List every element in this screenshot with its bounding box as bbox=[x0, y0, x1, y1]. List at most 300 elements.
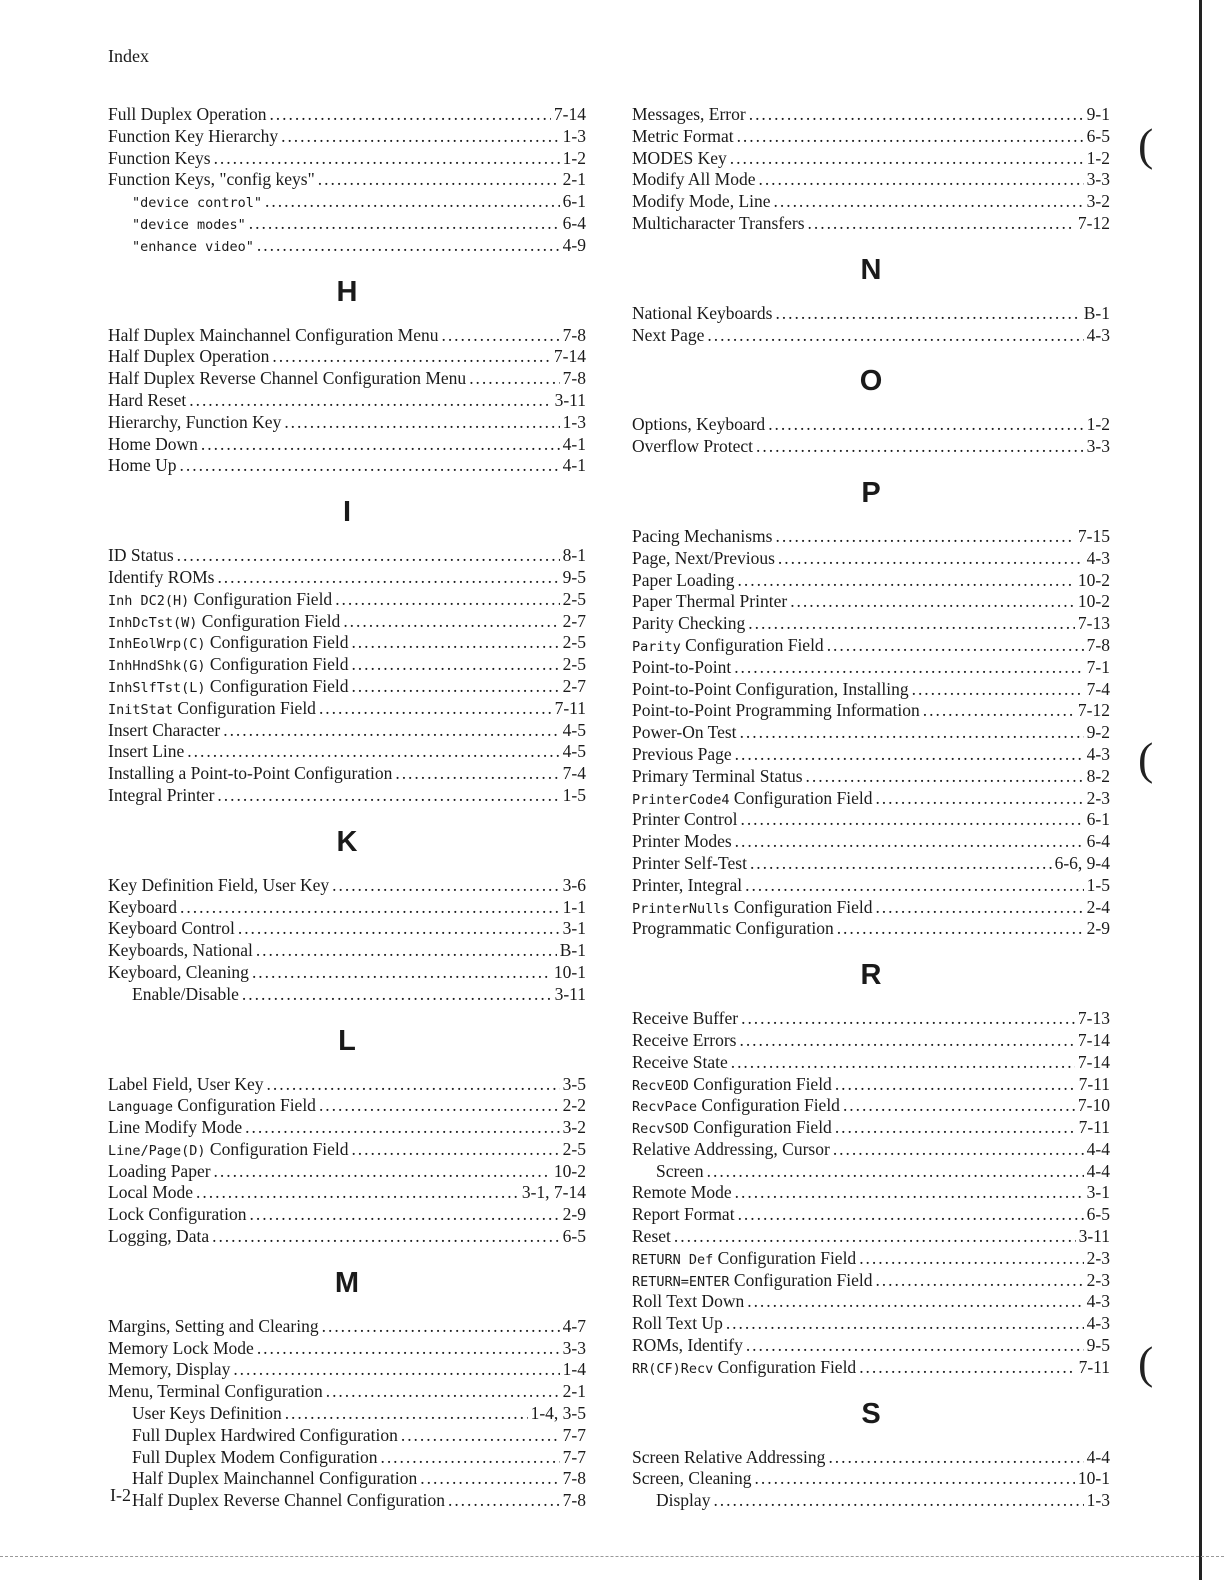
index-term-keyword: Roll Text Up bbox=[632, 1313, 723, 1334]
index-term-keyword: Insert Character bbox=[108, 719, 221, 740]
dot-leader bbox=[319, 1095, 560, 1117]
index-entry bbox=[108, 785, 586, 807]
dot-leader bbox=[738, 570, 1075, 592]
index-entry bbox=[108, 1204, 586, 1226]
index-entry bbox=[108, 962, 586, 984]
index-term-keyword: Point-to-Point bbox=[632, 656, 732, 677]
index-page-ref: 4-1 bbox=[562, 433, 586, 454]
dot-leader bbox=[808, 213, 1075, 235]
index-term-keyword: Full Duplex Modem Configuration bbox=[132, 1446, 378, 1467]
dot-leader bbox=[912, 679, 1084, 701]
index-term bbox=[632, 1313, 723, 1335]
dot-leader bbox=[335, 589, 559, 611]
index-term-keyword: Screen, Cleaning bbox=[632, 1468, 752, 1489]
index-page-ref: 7-7 bbox=[562, 1446, 586, 1467]
index-term-suffix: Configuration Field bbox=[713, 1247, 857, 1268]
index-entry bbox=[632, 744, 1110, 766]
index-page-ref: 2-1 bbox=[562, 1381, 586, 1402]
index-entry bbox=[108, 589, 586, 611]
index-page-ref: 2-7 bbox=[562, 675, 586, 696]
index-term bbox=[108, 875, 329, 897]
index-term bbox=[632, 722, 737, 744]
scan-edge-rule bbox=[1199, 0, 1202, 1580]
index-term-keyword: Memory, Display bbox=[108, 1359, 231, 1380]
index-entry bbox=[632, 766, 1110, 788]
index-term bbox=[632, 744, 732, 766]
index-term-keyword: PrinterNulls bbox=[632, 900, 730, 917]
index-page-ref: 2-3 bbox=[1086, 1247, 1110, 1268]
index-entry bbox=[108, 741, 586, 763]
index-term bbox=[632, 126, 734, 148]
index-term-keyword: Half Duplex Mainchannel Configuration bbox=[132, 1468, 418, 1489]
index-term-keyword: Modify Mode, Line bbox=[632, 191, 771, 212]
index-term-suffix: Configuration Field bbox=[729, 896, 873, 917]
index-term bbox=[632, 853, 747, 875]
index-term bbox=[632, 548, 775, 570]
index-page-ref: 9-2 bbox=[1086, 722, 1110, 743]
index-term-keyword: Report Format bbox=[632, 1204, 735, 1225]
index-page-ref: 6-1 bbox=[562, 191, 586, 212]
dot-leader bbox=[380, 1447, 559, 1469]
index-page-ref: 3-11 bbox=[554, 983, 586, 1004]
index-term-keyword: Half Duplex Operation bbox=[108, 346, 270, 367]
index-entry bbox=[632, 436, 1110, 458]
index-page-ref: 2-5 bbox=[562, 632, 586, 653]
index-term bbox=[632, 591, 787, 613]
index-entry bbox=[108, 434, 586, 456]
index-entry bbox=[632, 1270, 1110, 1292]
index-term bbox=[632, 570, 735, 592]
dot-leader bbox=[177, 545, 560, 567]
index-term-keyword: RR(CF)Recv bbox=[632, 1360, 714, 1377]
index-term-keyword: Logging, Data bbox=[108, 1226, 210, 1247]
index-term-keyword: Keyboard Control bbox=[108, 918, 235, 939]
index-entry bbox=[632, 1226, 1110, 1248]
dot-leader bbox=[214, 1161, 551, 1183]
index-page-ref: 10-1 bbox=[553, 961, 586, 982]
index-term-keyword: Inh DC2(H) bbox=[108, 592, 190, 609]
index-page-ref: 7-8 bbox=[1086, 634, 1110, 655]
index-term bbox=[108, 1074, 264, 1096]
index-term bbox=[108, 897, 177, 919]
index-page-ref: 3-1, 7-14 bbox=[521, 1182, 586, 1203]
index-term-keyword: Hierarchy, Function Key bbox=[108, 411, 282, 432]
index-page-ref: 7-14 bbox=[1077, 1029, 1110, 1050]
index-term bbox=[632, 1270, 872, 1294]
index-term bbox=[108, 1381, 323, 1403]
index-term-keyword: ID Status bbox=[108, 545, 174, 566]
dot-leader bbox=[351, 676, 559, 698]
index-term-keyword: National Keyboards bbox=[632, 302, 773, 323]
index-term-keyword: Home Down bbox=[108, 433, 198, 454]
index-term-keyword: Multicharacter Transfers bbox=[632, 212, 805, 233]
index-page-ref: 2-9 bbox=[562, 1204, 586, 1225]
index-page-ref: 2-7 bbox=[562, 610, 586, 631]
index-page-ref: 7-4 bbox=[562, 763, 586, 784]
index-entry bbox=[108, 720, 586, 742]
index-term bbox=[108, 654, 348, 678]
index-entry bbox=[108, 1403, 586, 1425]
index-term-keyword: Key Definition Field, User Key bbox=[108, 874, 330, 895]
index-term bbox=[632, 1468, 752, 1490]
index-page-ref: 7-11 bbox=[554, 697, 586, 718]
index-page-ref: 1-3 bbox=[562, 411, 586, 432]
dot-leader bbox=[748, 613, 1075, 635]
index-page-ref: 1-3 bbox=[1086, 1490, 1110, 1511]
index-term bbox=[108, 1338, 254, 1360]
index-entry bbox=[108, 1139, 586, 1161]
index-term bbox=[632, 191, 771, 213]
index-term bbox=[632, 436, 753, 458]
dot-leader bbox=[257, 1338, 560, 1360]
dot-leader bbox=[837, 918, 1084, 940]
index-term bbox=[132, 1490, 445, 1512]
dot-leader bbox=[223, 720, 559, 742]
index-term-suffix: Configuration Field bbox=[688, 1117, 832, 1138]
dot-leader bbox=[745, 875, 1084, 897]
index-term-keyword: Reset bbox=[632, 1226, 671, 1247]
index-term-keyword: Integral Printer bbox=[108, 784, 215, 805]
index-page-ref: 6-4 bbox=[562, 212, 586, 233]
dot-leader bbox=[806, 766, 1084, 788]
index-page-ref: 3-2 bbox=[562, 1117, 586, 1138]
index-page-ref: 4-4 bbox=[1086, 1138, 1110, 1159]
page-number: I-2 bbox=[110, 1485, 131, 1505]
index-page-ref: 4-3 bbox=[1086, 547, 1110, 568]
dot-leader bbox=[735, 831, 1084, 853]
index-entry bbox=[632, 1161, 1110, 1183]
index-term-suffix: Configuration Field bbox=[713, 1356, 857, 1377]
dot-leader bbox=[326, 1381, 560, 1403]
dot-leader bbox=[285, 1403, 528, 1425]
index-page-ref: 2-9 bbox=[1086, 918, 1110, 939]
index-term bbox=[108, 611, 340, 635]
index-page-ref: 7-10 bbox=[1077, 1095, 1110, 1116]
index-term-keyword: Programmatic Configuration bbox=[632, 918, 834, 939]
dot-leader bbox=[322, 1316, 560, 1338]
index-term bbox=[632, 1204, 735, 1226]
index-term-keyword: Remote Mode bbox=[632, 1182, 732, 1203]
margin-mark: ( bbox=[1138, 733, 1154, 784]
index-term bbox=[108, 346, 269, 368]
index-term-keyword: Menu, Terminal Configuration bbox=[108, 1381, 323, 1402]
dot-leader bbox=[245, 1117, 560, 1139]
index-page-ref: 7-1 bbox=[1086, 656, 1110, 677]
dot-leader bbox=[189, 390, 551, 412]
index-term bbox=[108, 126, 278, 148]
index-term-keyword: User Keys Definition bbox=[132, 1403, 282, 1424]
dot-leader bbox=[265, 191, 560, 213]
index-page-ref: 6-5 bbox=[1086, 125, 1110, 146]
index-term bbox=[632, 1030, 736, 1052]
index-term-keyword: Full Duplex Operation bbox=[108, 104, 267, 124]
index-term bbox=[108, 434, 198, 456]
dot-leader bbox=[343, 611, 559, 633]
index-term bbox=[632, 1226, 671, 1248]
dot-leader bbox=[737, 126, 1084, 148]
index-term-keyword: Margins, Setting and Clearing bbox=[108, 1315, 319, 1336]
index-term-suffix: Configuration Field bbox=[205, 654, 349, 675]
dot-leader bbox=[775, 303, 1080, 325]
dot-leader bbox=[726, 1313, 1084, 1335]
index-term-keyword: InhHndShk(G) bbox=[108, 658, 206, 675]
index-page-ref: 8-1 bbox=[562, 545, 586, 566]
index-page-ref: 7-4 bbox=[1086, 678, 1110, 699]
index-page-ref: 7-8 bbox=[562, 1468, 586, 1489]
index-page-ref: 2-1 bbox=[562, 169, 586, 190]
index-term bbox=[632, 414, 765, 436]
index-page-ref: 7-14 bbox=[553, 104, 586, 124]
index-term bbox=[632, 1447, 825, 1469]
index-term-keyword: Messages, Error bbox=[632, 104, 746, 124]
index-term-suffix: Configuration Field bbox=[697, 1095, 840, 1116]
index-page-ref: 7-14 bbox=[1077, 1051, 1110, 1072]
index-term-keyword: RETURN=ENTER bbox=[632, 1273, 730, 1290]
dot-leader bbox=[196, 1182, 519, 1204]
index-entry bbox=[108, 191, 586, 213]
index-page-ref: 7-8 bbox=[562, 1490, 586, 1511]
index-term bbox=[108, 1161, 211, 1183]
dot-leader bbox=[731, 1052, 1075, 1074]
index-term bbox=[108, 1204, 247, 1226]
index-term bbox=[632, 1139, 830, 1161]
index-term-keyword: Power-On Test bbox=[632, 722, 737, 743]
index-term-keyword: "device modes" bbox=[132, 216, 246, 233]
index-page-ref: 3-2 bbox=[1086, 191, 1110, 212]
dot-leader bbox=[233, 1359, 559, 1381]
dot-leader bbox=[735, 1182, 1084, 1204]
index-term-keyword: Function Keys, "config keys" bbox=[108, 169, 315, 190]
index-term bbox=[108, 1182, 193, 1204]
index-term-keyword: Language bbox=[108, 1099, 174, 1116]
index-entry bbox=[632, 679, 1110, 701]
index-entry bbox=[632, 591, 1110, 613]
index-entry bbox=[632, 853, 1110, 875]
index-term-keyword: Identify ROMs bbox=[108, 566, 215, 587]
section-letter: I bbox=[342, 496, 352, 529]
index-term bbox=[108, 720, 220, 742]
dot-leader bbox=[875, 897, 1083, 919]
index-term-keyword: Metric Format bbox=[632, 125, 734, 146]
index-term bbox=[632, 325, 704, 347]
index-term bbox=[632, 1117, 832, 1141]
index-entry bbox=[108, 567, 586, 589]
index-page-ref: 4-1 bbox=[562, 455, 586, 476]
index-term-keyword: InhSlfTst(L) bbox=[108, 679, 206, 696]
index-page-ref: 1-4 bbox=[562, 1359, 586, 1380]
index-term bbox=[108, 1139, 348, 1163]
index-term-keyword: Printer, Integral bbox=[632, 874, 743, 895]
dot-leader bbox=[448, 1490, 560, 1512]
index-entry bbox=[632, 570, 1110, 592]
dot-leader bbox=[775, 526, 1074, 548]
index-term bbox=[108, 412, 281, 434]
index-term-keyword: Overflow Protect bbox=[632, 436, 754, 457]
index-entry bbox=[108, 1447, 586, 1469]
dot-leader bbox=[740, 722, 1084, 744]
index-entry bbox=[632, 722, 1110, 744]
index-entry bbox=[108, 1117, 586, 1139]
index-term-suffix: Configuration Field bbox=[189, 588, 333, 609]
index-entry bbox=[108, 1381, 586, 1403]
index-page-ref: 6-4 bbox=[1086, 831, 1110, 852]
index-term-keyword: Line Modify Mode bbox=[108, 1117, 243, 1138]
index-term-keyword: Keyboards, National bbox=[108, 940, 253, 961]
index-term bbox=[632, 169, 755, 191]
dot-leader bbox=[272, 346, 551, 368]
index-term bbox=[632, 1095, 840, 1119]
index-term bbox=[632, 1335, 743, 1357]
index-entry bbox=[108, 918, 586, 940]
index-term-keyword: "device control" bbox=[132, 195, 263, 212]
index-entry bbox=[108, 875, 586, 897]
index-page-ref: 1-4, 3-5 bbox=[530, 1403, 586, 1424]
index-page-ref: 6-5 bbox=[562, 1226, 586, 1247]
dot-leader bbox=[249, 213, 560, 235]
index-entry bbox=[632, 169, 1110, 191]
index-page-ref: 7-13 bbox=[1077, 1008, 1110, 1029]
index-entry bbox=[632, 526, 1110, 548]
index-term-keyword: Line/Page(D) bbox=[108, 1142, 206, 1159]
index-term-keyword: Screen bbox=[656, 1160, 704, 1181]
index-term bbox=[108, 918, 235, 940]
index-entry bbox=[108, 126, 586, 148]
index-page-ref: 7-11 bbox=[1078, 1073, 1110, 1094]
index-entry bbox=[632, 1182, 1110, 1204]
dot-leader bbox=[319, 698, 552, 720]
index-page-ref: 4-3 bbox=[1086, 743, 1110, 764]
index-term-keyword: Screen Relative Addressing bbox=[632, 1446, 826, 1467]
index-page-ref: 4-3 bbox=[1086, 324, 1110, 345]
dot-leader bbox=[214, 148, 560, 170]
dot-leader bbox=[833, 1139, 1084, 1161]
dot-leader bbox=[351, 654, 559, 676]
index-term-keyword: Point-to-Point Configuration, Installing bbox=[632, 678, 909, 699]
index-term bbox=[632, 766, 803, 788]
index-page-ref: 7-12 bbox=[1077, 212, 1110, 233]
index-term bbox=[632, 635, 824, 659]
index-entry bbox=[632, 1490, 1110, 1512]
dot-leader bbox=[756, 436, 1084, 458]
index-entry bbox=[108, 148, 586, 170]
index-term bbox=[632, 1052, 728, 1074]
index-page-ref: 10-2 bbox=[553, 1160, 586, 1181]
margin-mark: ( bbox=[1138, 119, 1154, 170]
index-page-ref: 2-3 bbox=[1086, 787, 1110, 808]
index-term bbox=[132, 1425, 398, 1447]
index-entry bbox=[632, 700, 1110, 722]
index-entry bbox=[108, 763, 586, 785]
index-term-keyword: Paper Loading bbox=[632, 569, 735, 590]
index-page-ref: 3-5 bbox=[562, 1073, 586, 1094]
index-page-ref: 1-2 bbox=[1086, 414, 1110, 435]
index-entry bbox=[108, 213, 586, 235]
dot-leader bbox=[828, 1447, 1083, 1469]
index-term bbox=[632, 700, 920, 722]
section-letter: N bbox=[860, 253, 882, 286]
index-term-keyword: Options, Keyboard bbox=[632, 414, 766, 435]
dot-leader bbox=[747, 1291, 1083, 1313]
dot-leader bbox=[395, 763, 559, 785]
dot-leader bbox=[420, 1468, 559, 1490]
index-term bbox=[108, 962, 249, 984]
index-term-keyword: Installing a Point-to-Point Configuration bbox=[108, 763, 393, 784]
index-page-ref: 7-14 bbox=[553, 346, 586, 367]
dot-leader bbox=[332, 875, 560, 897]
index-page-ref: 9-5 bbox=[562, 566, 586, 587]
index-term-suffix: Configuration Field bbox=[173, 1095, 316, 1116]
index-term-keyword: Receive State bbox=[632, 1051, 728, 1072]
dot-leader bbox=[713, 1490, 1083, 1512]
dot-leader bbox=[750, 853, 1052, 875]
dot-leader bbox=[441, 325, 559, 347]
dot-leader bbox=[469, 368, 559, 390]
dot-leader bbox=[256, 940, 557, 962]
index-page-ref: 4-4 bbox=[1086, 1160, 1110, 1181]
index-term-keyword: RecvPace bbox=[632, 1099, 698, 1116]
index-term-keyword: Point-to-Point Programming Information bbox=[632, 700, 920, 721]
index-term bbox=[632, 1182, 732, 1204]
index-page-ref: 7-8 bbox=[562, 368, 586, 389]
index-page-ref: 2-3 bbox=[1086, 1269, 1110, 1290]
index-page-ref: 4-3 bbox=[1086, 1291, 1110, 1312]
index-entry bbox=[108, 1425, 586, 1447]
dot-leader bbox=[859, 1357, 1075, 1379]
section-letter: O bbox=[859, 365, 883, 398]
index-term bbox=[632, 679, 909, 701]
index-term-suffix: Configuration Field bbox=[197, 610, 341, 631]
index-entry bbox=[108, 390, 586, 412]
index-page-ref: 9-5 bbox=[1086, 1335, 1110, 1356]
index-term bbox=[108, 455, 177, 477]
index-term bbox=[108, 940, 253, 962]
index-term bbox=[132, 1468, 417, 1490]
dot-leader bbox=[201, 434, 560, 456]
dot-leader bbox=[269, 104, 550, 126]
index-entry bbox=[108, 632, 586, 654]
index-term-keyword: Primary Terminal Status bbox=[632, 765, 803, 786]
index-term bbox=[132, 984, 239, 1006]
index-term-keyword: Keyboard, Cleaning bbox=[108, 961, 249, 982]
index-page-ref: 2-4 bbox=[1086, 896, 1110, 917]
index-page-ref: 4-5 bbox=[562, 719, 586, 740]
index-term bbox=[632, 918, 834, 940]
index-entry bbox=[632, 303, 1110, 325]
index-entry bbox=[108, 455, 586, 477]
index-term-suffix: Configuration Field bbox=[680, 634, 824, 655]
index-term bbox=[108, 545, 174, 567]
index-page-ref: 9-1 bbox=[1086, 104, 1110, 124]
index-term bbox=[132, 235, 254, 259]
index-term-keyword: InitStat bbox=[108, 701, 174, 718]
dot-leader bbox=[351, 632, 559, 654]
index-entry bbox=[632, 1008, 1110, 1030]
index-page-ref: 2-2 bbox=[562, 1095, 586, 1116]
index-entry bbox=[632, 1052, 1110, 1074]
index-page-ref: 7-7 bbox=[562, 1424, 586, 1445]
dot-leader bbox=[875, 788, 1083, 810]
index-term bbox=[108, 368, 466, 390]
index-term-keyword: Paper Thermal Printer bbox=[632, 591, 788, 612]
index-term bbox=[632, 104, 746, 126]
index-term-suffix: Configuration Field bbox=[205, 1138, 349, 1159]
dot-leader bbox=[768, 414, 1083, 436]
dot-leader bbox=[835, 1117, 1076, 1139]
index-term bbox=[632, 526, 772, 548]
index-term-keyword: Printer Control bbox=[632, 809, 738, 830]
index-page-ref: 7-15 bbox=[1077, 525, 1110, 546]
index-term bbox=[108, 676, 348, 700]
